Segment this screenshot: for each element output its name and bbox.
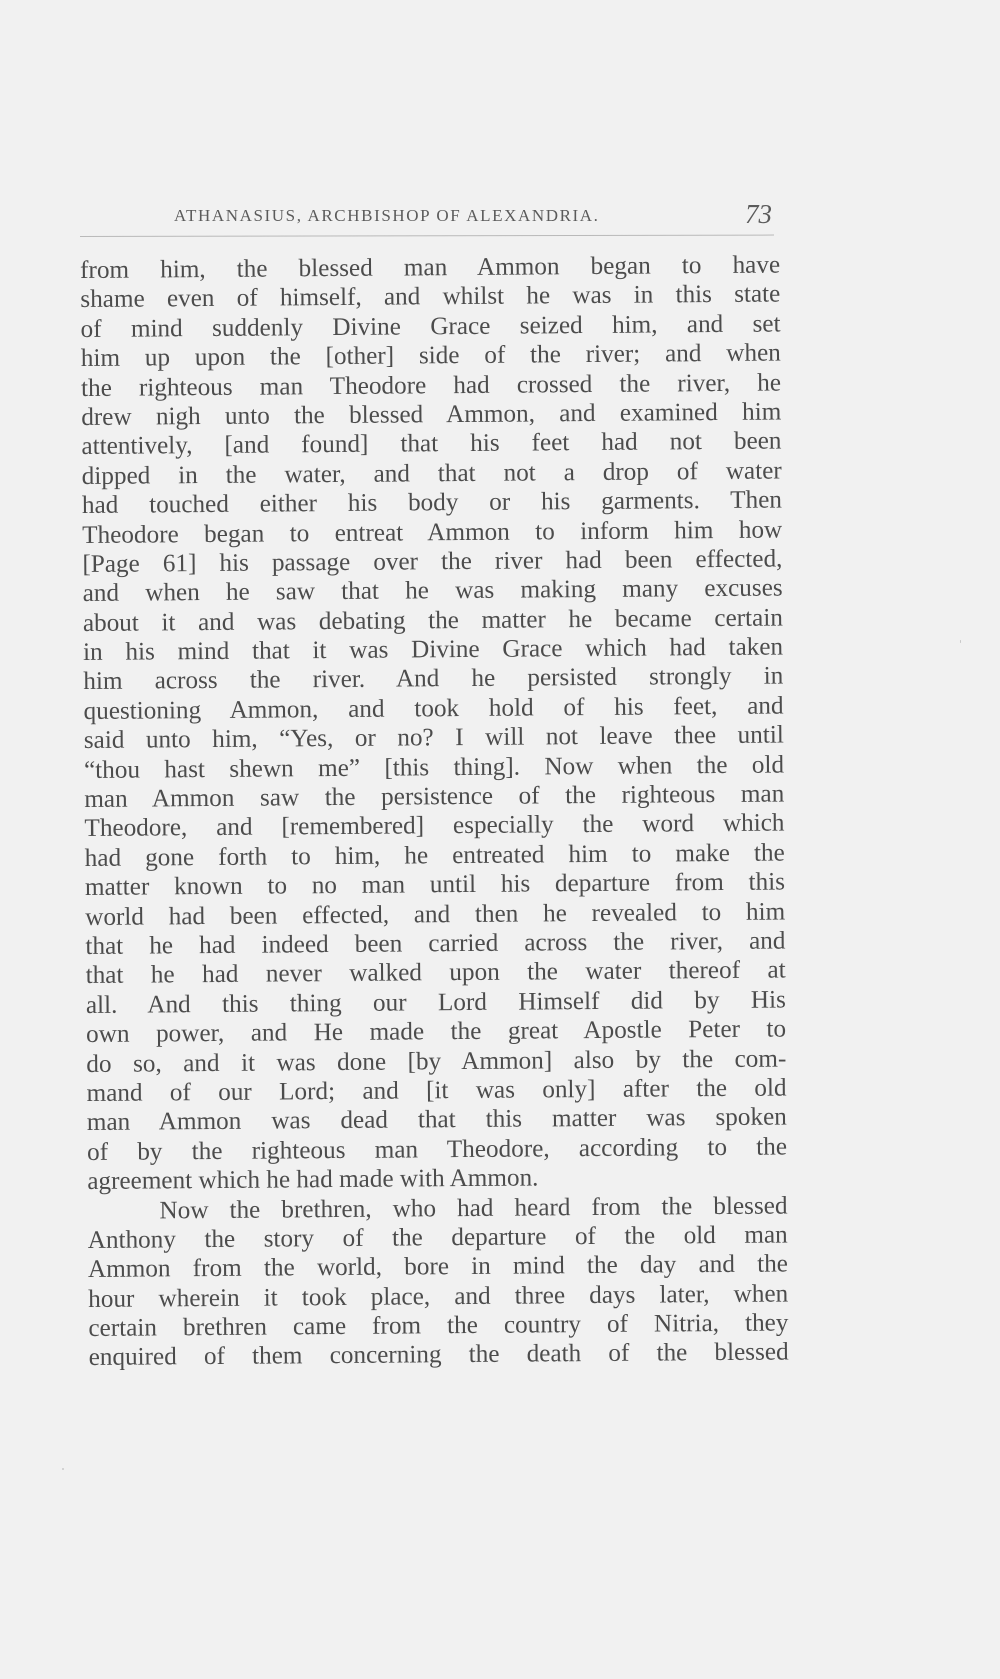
text-line: [Page 61] his passage over the river had been effected, — [82, 545, 783, 578]
text-line: dipped in the water, and that not a drop of water — [81, 457, 782, 490]
text-line: man Ammon saw the persistence of the righteous man — [84, 780, 785, 814]
text-line: that he had never walked upon the water thereof at — [85, 956, 786, 990]
text-line: world had been effected, and then he revealed to him — [85, 898, 786, 931]
text-line: Ammon from the world, bore in mind the day and the — [87, 1250, 789, 1284]
paper-speck — [960, 640, 961, 643]
text-line: certain brethren came from the country of Nitria, they — [88, 1309, 789, 1343]
text-line: about it and was debating the matter he became certain — [82, 604, 783, 637]
text-line: drew nigh unto the blessed Ammon, and examined him — [81, 398, 782, 431]
text-line: matter known to no man until his departure from this — [84, 868, 786, 902]
text-line: enquired of them concerning the death of the blessed — [88, 1338, 789, 1372]
text-line: Theodore, and [remembered] especially the word which — [84, 809, 785, 843]
text-line: “thou hast shewn me” [this thing]. Now when the old — [83, 751, 785, 784]
paper-speck — [62, 1468, 64, 1470]
text-line: had touched either his body or his garments. Then — [81, 486, 783, 520]
text-line: shame even of himself, and whilst he was in this state — [80, 280, 781, 314]
body-text — [80, 251, 789, 1373]
page-header — [80, 198, 772, 232]
running-head: ATHANASIUS, ARCHBISHOP OF ALEXANDRIA. — [174, 206, 600, 225]
text-line: in his mind that it was Divine Grace which had taken — [83, 633, 784, 667]
page-number: 73 — [745, 199, 772, 229]
text-line: of by the righteous man Theodore, according to the — [86, 1133, 788, 1166]
text-line: hour wherein it took place, and three days later, when — [88, 1280, 789, 1313]
text-line: agreement which he had made with Ammon. — [87, 1164, 539, 1196]
text-line: do so, and it was done [by Ammon] also by the com- — [86, 1045, 787, 1078]
text-line: Anthony the story of the departure of the old man — [87, 1221, 788, 1254]
text-line: own power, and He made the great Apostle Peter to — [86, 1015, 787, 1049]
text-line: Now the brethren, who had heard from the blessed — [159, 1191, 788, 1224]
text-line: of mind suddenly Divine Grace seized him, and set — [80, 310, 781, 343]
text-line: the righteous man Theodore had crossed the river, he — [80, 369, 782, 402]
text-line: Theodore began to entreat Ammon to inform him how — [82, 516, 783, 549]
text-line: all. And this thing our Lord Himself did by His — [85, 986, 786, 1019]
text-line: him up upon the [other] side of the river; and when — [80, 339, 781, 373]
text-line: from him, the blessed man Ammon began to have — [80, 251, 781, 284]
text-line: him across the river. And he persisted strongly in — [83, 662, 784, 696]
header-rule — [80, 235, 774, 237]
text-line: mand of our Lord; and [it was only] after the old — [86, 1074, 787, 1107]
text-line: questioning Ammon, and took hold of his feet, and — [83, 692, 784, 725]
text-line: said unto him, “Yes, or no? I will not leave thee until — [83, 721, 784, 755]
text-line: and when he saw that he was making many excuses — [82, 574, 783, 608]
text-line: attentively, [and found] that his feet had not been — [81, 427, 782, 461]
text-line: man Ammon was dead that this matter was spoken — [86, 1103, 787, 1137]
text-line: that he had indeed been carried across the river, and — [85, 927, 786, 960]
text-line: had gone forth to him, he entreated him to make the — [84, 839, 785, 872]
